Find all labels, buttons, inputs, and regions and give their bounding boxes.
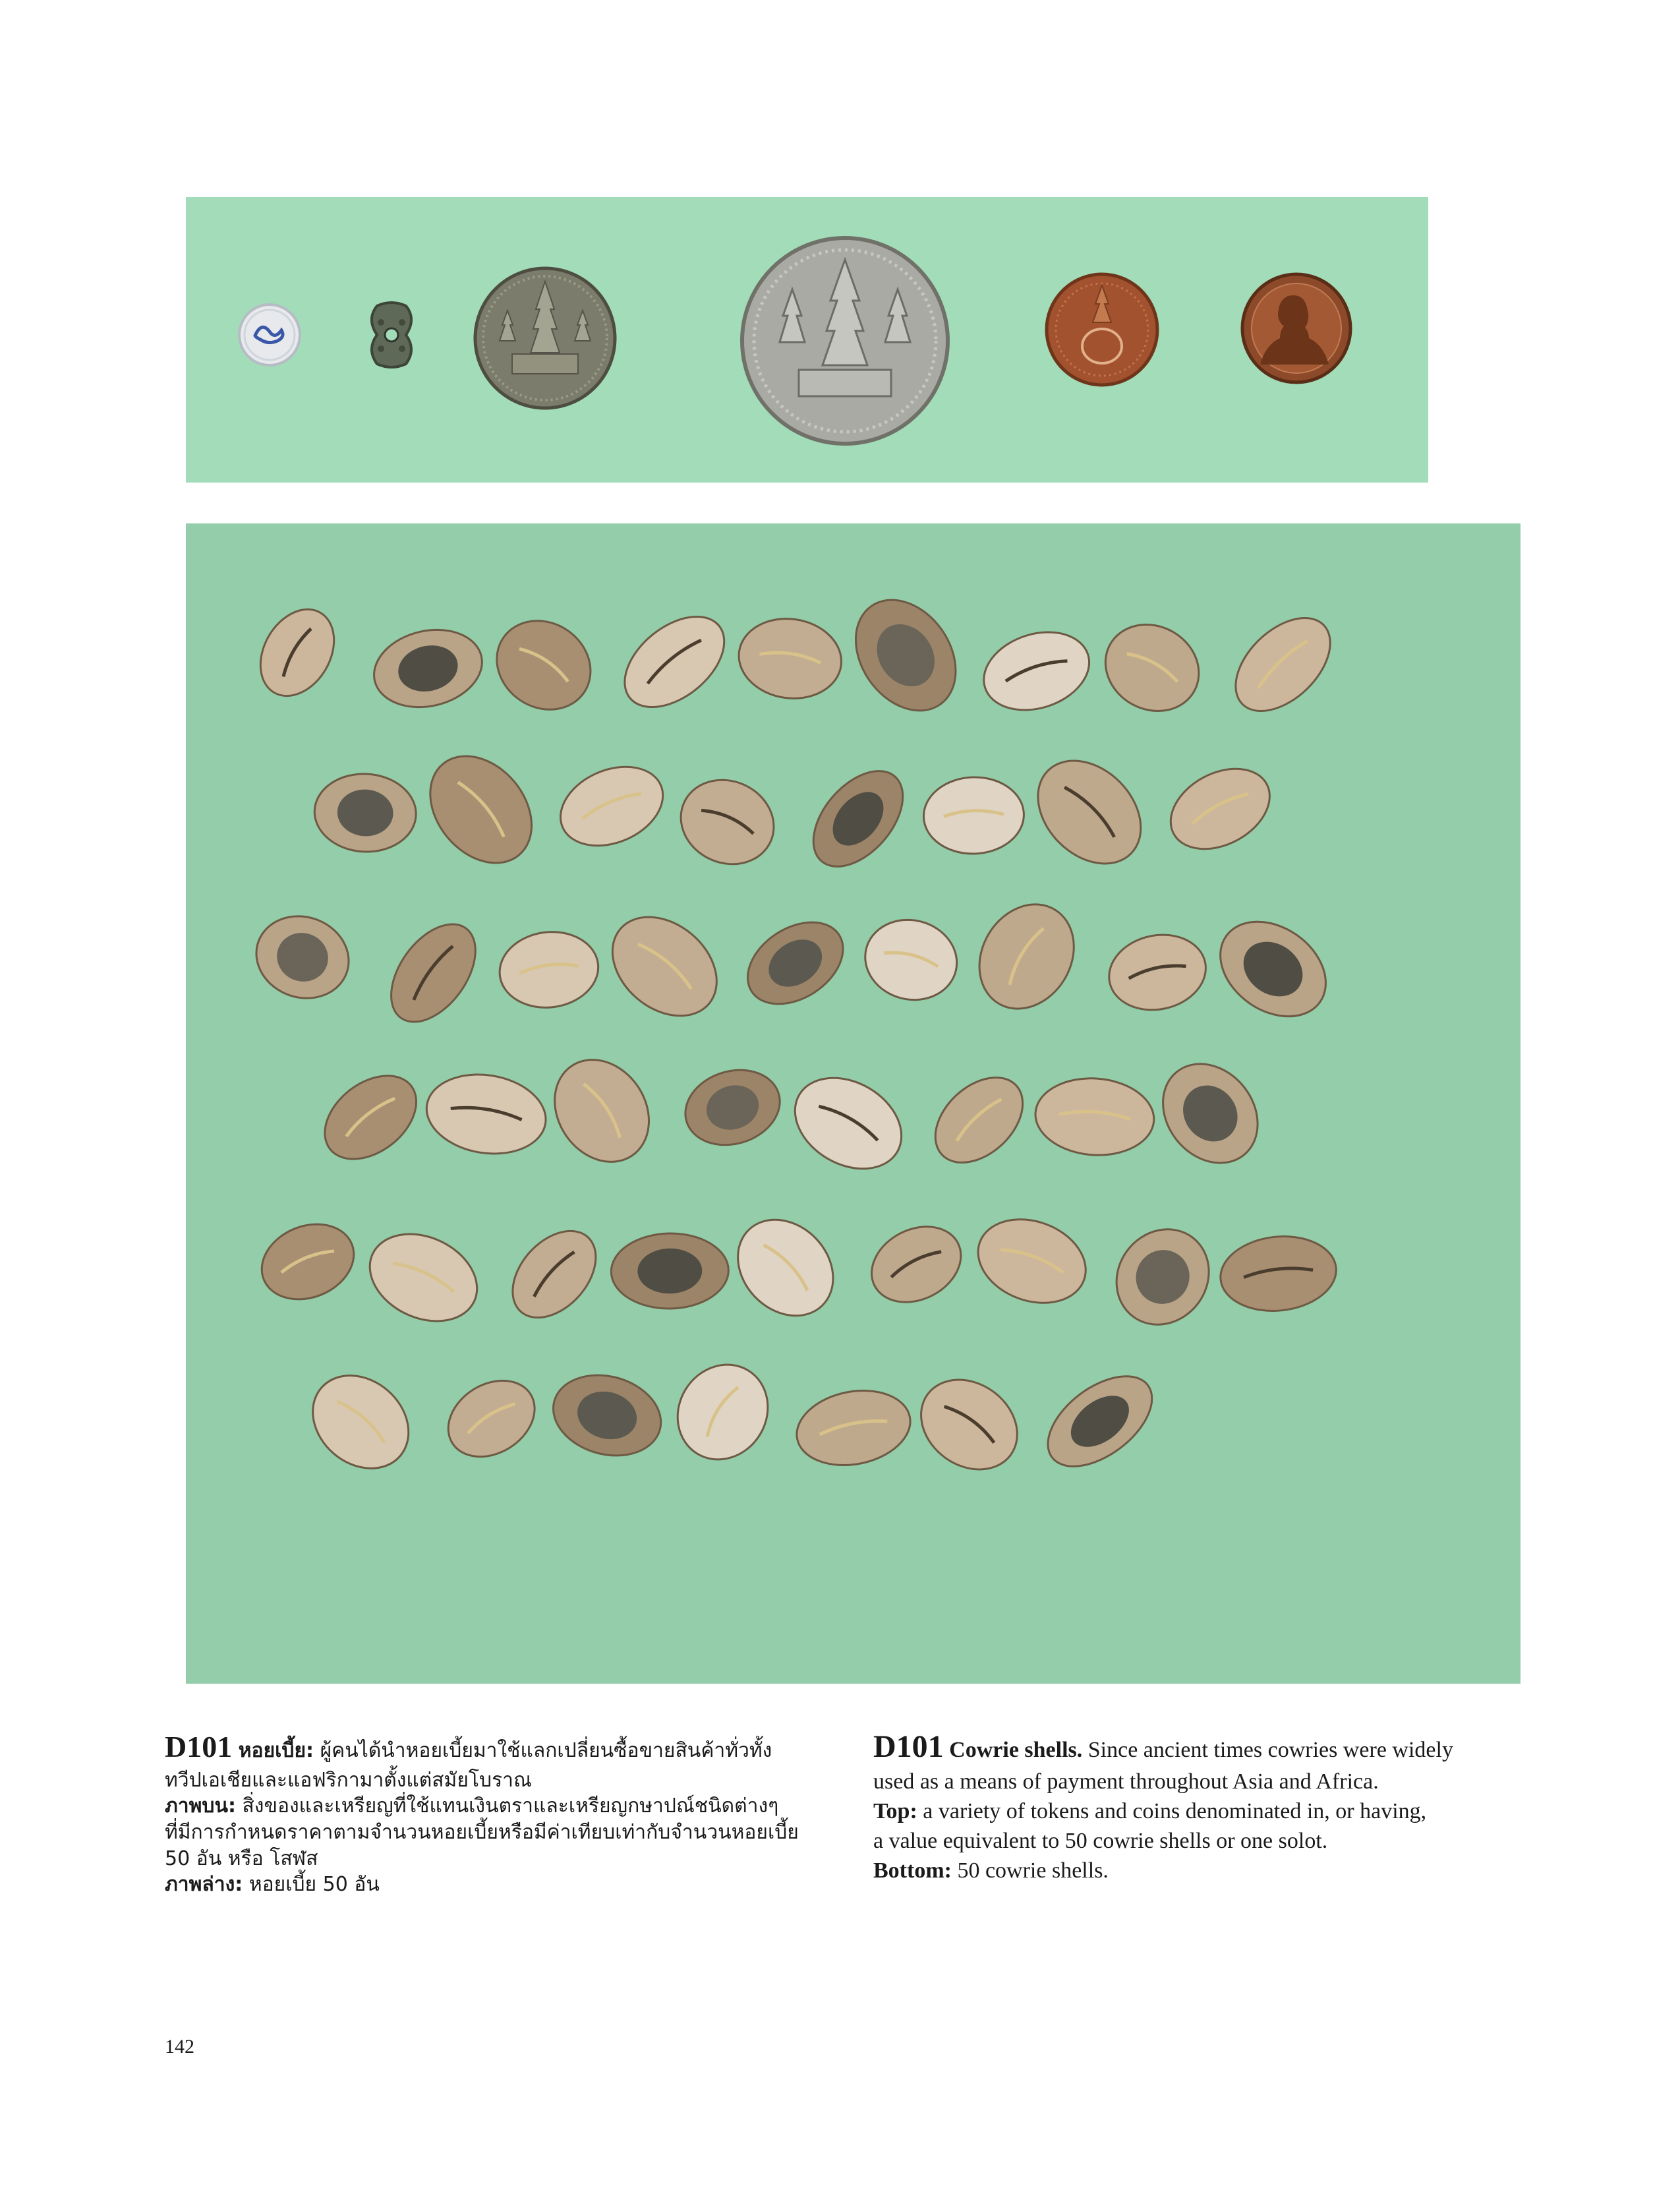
top-label-english: Top:: [873, 1799, 917, 1824]
caption-text-english-2: used as a means of payment throughout Asia and Africa.: [873, 1769, 1379, 1794]
caption-text-thai-2: ทวีปเอเชียและแอฟริกามาตั้งแต่สมัยโบราณ: [165, 1768, 532, 1792]
porcelain-token: [239, 305, 300, 365]
cowrie-shell: [496, 926, 603, 1013]
cowrie-shell: [421, 1066, 552, 1162]
cowrie-shell: [366, 620, 490, 717]
cowrie-shells-figure: [186, 523, 1521, 1684]
top-text-thai-1: สิ่งของและเหรียญที่ใช้แทนเงินตราและเหรียญกษาปณ์ชนิดต่างๆ: [242, 1794, 779, 1818]
caption-thai: [165, 1727, 837, 1898]
top-text-thai-2: ที่มีการกำหนดราคาตามจำนวนหอยเบี้ยหรือมีค่าเทียบเท่ากับจำนวนหอยเบี้ย: [165, 1820, 799, 1844]
cowrie-shell: [922, 775, 1025, 855]
cowrie-shell: [250, 1211, 365, 1313]
cowrie-shell: [1032, 1359, 1169, 1485]
top-label-thai: ภาพบน:: [165, 1794, 236, 1818]
cowrie-shell: [294, 1357, 427, 1488]
cowrie-shell: [859, 1212, 974, 1317]
coin-silver-small: [475, 268, 615, 408]
cowrie-shell: [796, 754, 921, 883]
bottom-label-english: Bottom:: [873, 1858, 952, 1883]
cowrie-shell: [1090, 608, 1215, 728]
cowrie-shell: [919, 1061, 1039, 1179]
cowrie-shell: [966, 1205, 1097, 1317]
cowrie-shell: [1157, 753, 1283, 865]
cowrie-shell: [973, 619, 1099, 723]
cowrie-shell: [356, 1218, 492, 1338]
cowrie-shell: [835, 581, 976, 730]
cowrie-shell: [536, 1042, 668, 1180]
cowrie-shell: [610, 1232, 729, 1309]
coin-silver-large: [742, 238, 948, 444]
cowrie-shell: [668, 765, 788, 879]
cowrie-shell: [1018, 740, 1161, 884]
cowrie-shell: [857, 910, 966, 1009]
cowrie-shell: [496, 1215, 612, 1334]
coin-copper-portrait: [1242, 274, 1350, 382]
cowrie-shell: [960, 887, 1092, 1026]
cowrie-shell: [1033, 1075, 1157, 1159]
metal-token: [372, 303, 411, 367]
caption-text-thai-1: ผู้คนได้นำหอยเบี้ยมาใช้แลกเปลี่ยนซื้อขายสินค้าทั่วทั้ง: [320, 1739, 772, 1762]
top-text-english-1: a variety of tokens and coins denominated in, or having,: [923, 1799, 1427, 1824]
top-text-english-2: a value equivalent to 50 cowrie shells or one solot.: [873, 1829, 1328, 1854]
cowrie-shell: [374, 909, 493, 1038]
caption-english: [873, 1726, 1539, 1886]
cowrie-shell: [409, 736, 552, 883]
bottom-text-thai: หอยเบี้ย 50 อัน: [248, 1873, 380, 1897]
cowrie-shell: [718, 1200, 852, 1335]
caption-text-english-1: Since ancient times cowries were widely: [1087, 1738, 1453, 1762]
cowrie-shell: [312, 771, 418, 854]
cowrie-shell: [734, 612, 846, 705]
cowrie-shell: [904, 1361, 1035, 1488]
cowrie-shell: [1219, 601, 1348, 728]
cowrie-shell: [1217, 1231, 1340, 1316]
top-image-tokens-coins: [186, 197, 1428, 483]
cowrie-shell: [1102, 926, 1213, 1019]
cowrie-shell: [480, 603, 608, 728]
cowrie-shell: [660, 1347, 785, 1476]
cowrie-shell: [309, 1059, 432, 1176]
cowrie-shell: [245, 904, 360, 1011]
cowrie-shell: [1202, 902, 1344, 1036]
cowrie-shell: [246, 596, 349, 709]
tokens-coins-figure: [186, 197, 1428, 483]
caption-title-english: Cowrie shells.: [949, 1738, 1083, 1762]
coin-copper-crest: [1047, 274, 1157, 385]
cowrie-shell: [779, 1059, 918, 1187]
bottom-text-english: 50 cowrie shells.: [957, 1858, 1109, 1883]
bottom-image-cowrie-shells: [186, 523, 1521, 1684]
cowrie-shell: [676, 1059, 790, 1156]
cowrie-shell: [1097, 1211, 1227, 1343]
figure-code-thai: D101: [165, 1730, 233, 1763]
figure-code-english: D101: [873, 1729, 944, 1764]
cowrie-shell: [608, 599, 741, 725]
cowrie-shell: [1144, 1045, 1277, 1182]
cowrie-shell: [733, 906, 858, 1021]
cowrie-shell: [544, 1364, 670, 1467]
top-text-thai-3: 50 อัน หรือ โสฬส: [165, 1847, 318, 1870]
cowrie-shell: [593, 897, 736, 1036]
bottom-label-thai: ภาพล่าง:: [165, 1873, 243, 1897]
cowrie-shell: [548, 752, 675, 861]
page-number: 142: [165, 2036, 194, 2057]
caption-title-thai: หอยเบี้ย:: [238, 1739, 314, 1762]
cowrie-shell: [790, 1381, 917, 1474]
cowrie-shell: [434, 1365, 549, 1472]
